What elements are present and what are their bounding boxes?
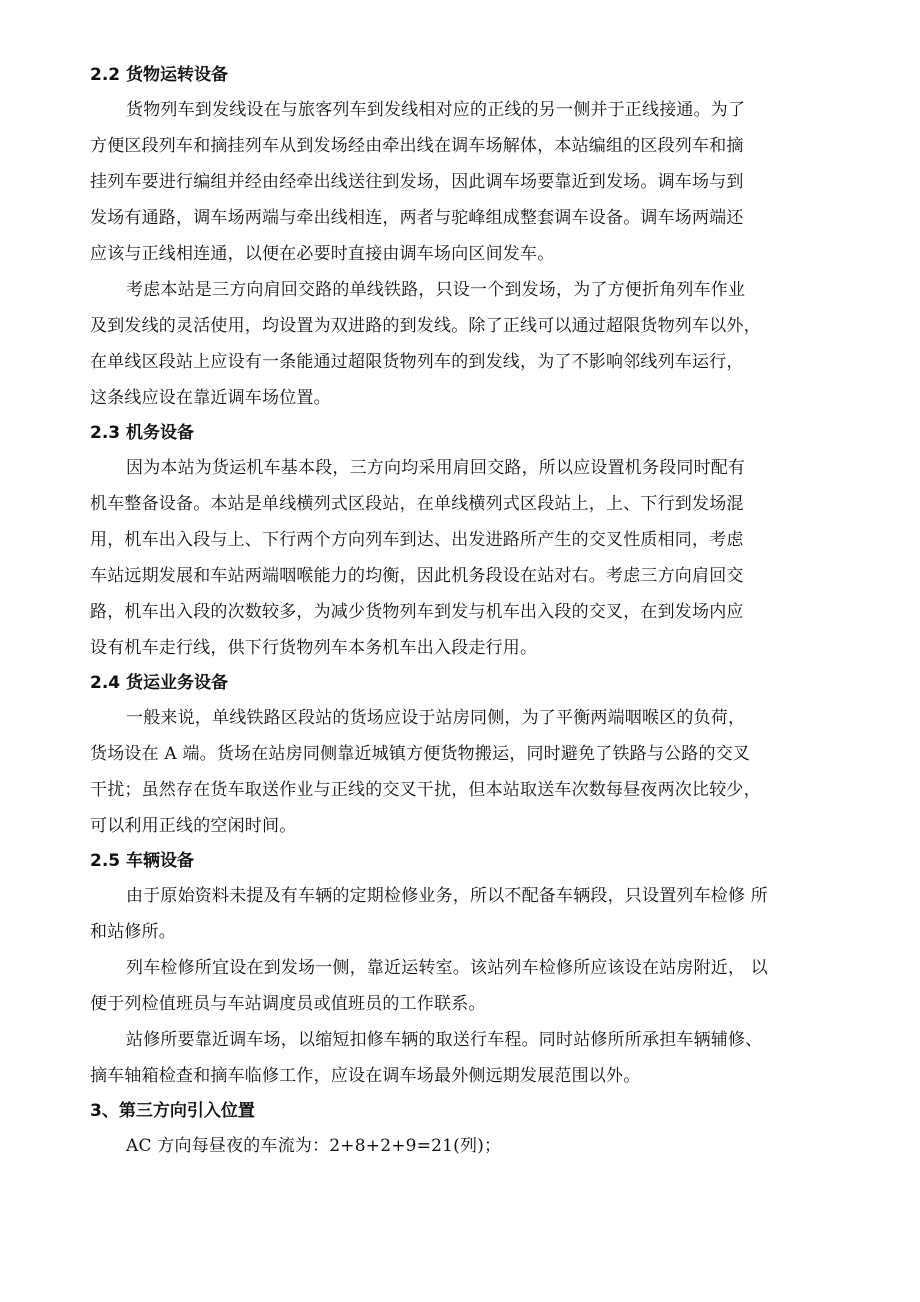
paragraph-line: 在单线区段站上应设有一条能通过超限货物列车的到发线，为了不影响邻线列车运行，: [90, 352, 744, 372]
paragraph-line: 由于原始资料未提及有车辆的定期检修业务，所以不配备车辆段，只设置列车检修 所: [126, 886, 769, 906]
paragraph-line: 货物列车到发线设在与旅客列车到发线相对应的正线的另一侧并于正线接通。为了: [126, 100, 746, 120]
paragraph-line: 方便区段列车和摘挂列车从到发场经由牵出线在调车场解体，本站编组的区段列车和摘: [90, 136, 744, 156]
paragraph-line: 及到发线的灵活使用，均设置为双进路的到发线。除了正线可以通过超限货物列车以外，: [90, 316, 761, 336]
paragraph-line: 干扰；虽然存在货车取送作业与正线的交叉干扰，但本站取送车次数每昼夜两次比较少，: [90, 780, 761, 800]
paragraph-line: 设有机车走行线，供下行货物列车本务机车出入段走行用。: [90, 638, 538, 658]
paragraph: [90, 1022, 830, 1094]
paragraph: [90, 92, 830, 272]
paragraph-line: 货场设在 A 端。货场在站房同侧靠近城镇方便货物搬运，同时避免了铁路与公路的交叉: [90, 744, 751, 764]
paragraph-line: 一般来说，单线铁路区段站的货场应设于站房同侧，为了平衡两端咽喉区的负荷，: [126, 708, 746, 728]
paragraph: [90, 950, 830, 1022]
paragraph-line: 发场有通路，调车场两端与牵出线相连，两者与驼峰组成整套调车设备。调车场两端还: [90, 208, 744, 228]
section-2-5: [90, 844, 830, 1094]
section-heading: 2.3 机务设备: [90, 423, 195, 443]
section-3: [90, 1094, 830, 1164]
paragraph-line: 机车整备设备。本站是单线横列式区段站，在单线横列式区段站上，上、下行到发场混: [90, 494, 744, 514]
paragraph-line: 因为本站为货运机车基本段，三方向均采用肩回交路，所以应设置机务段同时配有: [126, 458, 746, 478]
paragraph-line: 摘车轴箱检查和摘车临修工作，应设在调车场最外侧远期发展范围以外。: [90, 1066, 641, 1086]
section-2-2: [90, 58, 830, 416]
paragraph: [90, 272, 830, 416]
section-heading: 2.4 货运业务设备: [90, 673, 229, 693]
paragraph-line: AC 方向每昼夜的车流为：2+8+2+9=21(列)；: [126, 1136, 502, 1156]
section-heading: 2.5 车辆设备: [90, 851, 195, 871]
paragraph-line: 用，机车出入段与上、下行两个方向列车到达、出发进路所产生的交叉性质相同，考虑: [90, 530, 744, 550]
section-2-4: [90, 666, 830, 844]
paragraph-line: 考虑本站是三方向肩回交路的单线铁路，只设一个到发场，为了方便折角列车作业: [126, 280, 746, 300]
paragraph: [90, 1128, 830, 1164]
paragraph-line: 这条线应设在靠近调车场位置。: [90, 388, 331, 408]
paragraph: [90, 700, 830, 844]
section-heading: 2.2 货物运转设备: [90, 65, 229, 85]
paragraph-line: 可以利用正线的空闲时间。: [90, 816, 297, 836]
paragraph-line: 列车检修所宜设在到发场一侧，靠近运转室。该站列车检修所应该设在站房附近， 以: [126, 958, 769, 978]
paragraph-line: 便于列检值班员与车站调度员或值班员的工作联系。: [90, 994, 486, 1014]
section-heading: 3、第三方向引入位置: [90, 1101, 255, 1121]
paragraph-line: 挂列车要进行编组并经由经牵出线送往到发场，因此调车场要靠近到发场。调车场与到: [90, 172, 744, 192]
paragraph-line: 和站修所。: [90, 922, 176, 942]
paragraph-line: 车站远期发展和车站两端咽喉能力的均衡，因此机务段设在站对右。考虑三方向肩回交: [90, 566, 744, 586]
paragraph-line: 应该与正线相连通，以便在必要时直接由调车场向区间发车。: [90, 244, 555, 264]
section-2-3: [90, 416, 830, 666]
paragraph: [90, 450, 830, 666]
paragraph-line: 站修所要靠近调车场，以缩短扣修车辆的取送行车程。同时站修所所承担车辆辅修、: [126, 1030, 763, 1050]
paragraph-line: 路，机车出入段的次数较多，为减少货物列车到发与机车出入段的交叉，在到发场内应: [90, 602, 744, 622]
paragraph: [90, 878, 830, 950]
